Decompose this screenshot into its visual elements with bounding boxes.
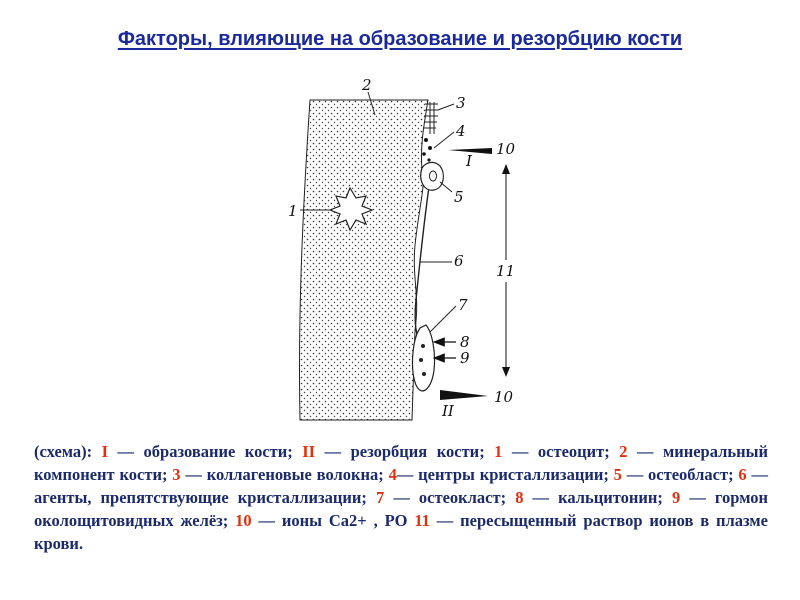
caption-num: 6	[738, 465, 747, 484]
caption-num: I	[101, 442, 109, 461]
caption-text: — пересыщенный раствор ионов в плазме крови.	[34, 511, 768, 553]
arrow-resorption	[440, 390, 488, 400]
label-10-bottom: 10	[494, 388, 514, 406]
label-11: 11	[496, 262, 516, 280]
caption-num: 7	[376, 488, 385, 507]
page-title: Факторы, влияющие на образование и резорбцию кости	[117, 28, 683, 50]
label-3: 3	[456, 94, 466, 112]
caption-num: 5	[613, 465, 622, 484]
caption-text: — остеобласт;	[621, 465, 739, 484]
caption-num: 11	[414, 511, 430, 530]
caption-num: 10	[235, 511, 252, 530]
bone-matrix	[299, 100, 428, 420]
caption-num: 1	[494, 442, 503, 461]
caption-text: — гормон околощитовидных желёз;	[34, 488, 768, 530]
label-10-top: 10	[496, 140, 516, 158]
caption-text: — остеокласт;	[384, 488, 516, 507]
caption-num: 8	[515, 488, 524, 507]
label-8: 8	[460, 333, 470, 351]
label-2: 2	[362, 76, 372, 94]
caption-text: — минеральный компонент кости;	[34, 442, 768, 484]
label-I: I	[466, 152, 472, 170]
label-6: 6	[454, 252, 464, 270]
caption-intro: (схема):	[34, 442, 102, 461]
caption-text: — центры кристаллизации;	[396, 465, 614, 484]
caption-text: — резорбция кости;	[315, 442, 495, 461]
label-7: 7	[458, 296, 468, 314]
osteoclast	[413, 325, 435, 391]
caption-num: 9	[672, 488, 681, 507]
caption-text: — агенты, препятствующие кристаллизации;	[34, 465, 768, 507]
label-4: 4	[456, 122, 466, 140]
caption-num: 3	[172, 465, 181, 484]
bone-remodeling-diagram	[270, 70, 530, 430]
caption-text: — кальцитонин;	[523, 488, 673, 507]
label-II: II	[442, 402, 454, 420]
caption-text: — ионы Ca2+ , PO	[251, 511, 415, 530]
osteoblast	[421, 162, 444, 190]
caption-num: 4	[388, 465, 397, 484]
caption-num: 2	[619, 442, 628, 461]
caption-text: — коллагеновые волокна;	[180, 465, 389, 484]
label-9: 9	[460, 349, 470, 367]
label-1: 1	[288, 202, 298, 220]
label-5: 5	[454, 188, 464, 206]
caption-text: — остеоцит;	[502, 442, 620, 461]
diagram-caption	[34, 440, 768, 555]
caption-text: — образование кости;	[108, 442, 303, 461]
crystallization-centers	[422, 138, 432, 162]
caption-num: II	[302, 442, 316, 461]
